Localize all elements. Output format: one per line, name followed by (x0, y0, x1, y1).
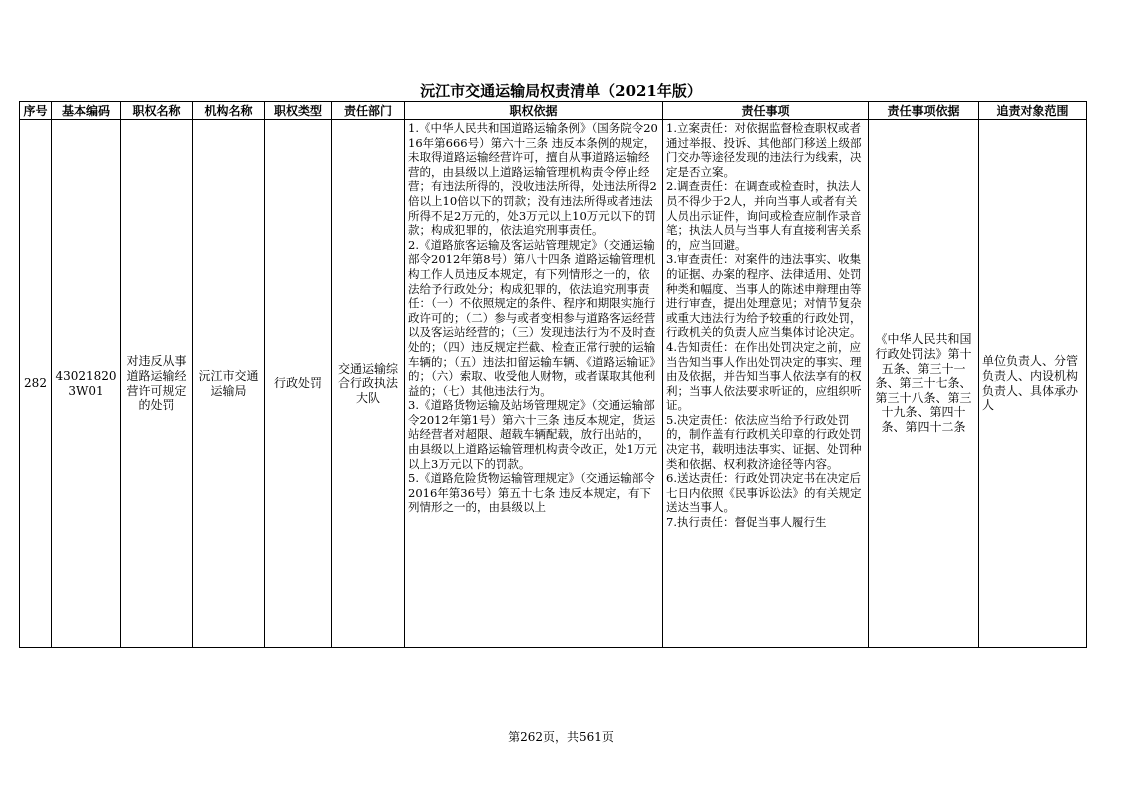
table-header-row (20, 102, 1087, 120)
duty-text (663, 120, 868, 647)
header-duty: 责任事项 (663, 102, 869, 120)
header-seq: 序号 (20, 102, 52, 120)
responsibility-table (19, 101, 1087, 648)
name-text: 对违反从事道路运输经营许可规定的处罚 (126, 354, 187, 413)
header-basis: 职权依据 (405, 102, 663, 120)
duty-item: 2.调查责任：在调查或检查时，执法人员不得少于2人，并向当事人或者有关人员出示证件，询问或检查应制作录音笔；执法人员与当事人有直接利害关系的，应当回避。 (666, 179, 862, 252)
header-org: 机构名称 (193, 102, 265, 120)
dept-text: 交通运输综合行政执法大队 (337, 361, 398, 405)
cell-dept (332, 120, 405, 648)
type-text: 行政处罚 (273, 376, 322, 391)
duty-item: 3.审查责任：对案件的违法事实、收集的证据、办案的程序、法律适用、处罚种类和幅度、当事人的陈述申辩理由等进行审查，提出处理意见；对情节复杂或重大违法行为给予较重的行政处罚，行政机关的负责人应当集体讨论决定。 (666, 252, 862, 340)
page-number: 第262页，共561页 (508, 730, 614, 744)
header-code: 基本编码 (52, 102, 121, 120)
header-dept: 责任部门 (332, 102, 405, 120)
scope-text: 单位负责人、分管负责人、内设机构负责人、具体承办人 (982, 354, 1079, 413)
cell-code (52, 120, 121, 648)
header-type: 职权类型 (265, 102, 332, 120)
basis-item: 2.《道路旅客运输及客运站管理规定》（交通运输部令2012年第8号）第八十四条 道路运输管理机构工作人员违反本规定，有下列情形之一的，依法给予行政处分；构成犯罪的，依法追究刑事责任：（一）不依照规定的条件、程序和期限实施行政许可的；（二）参与或者变相参与道路客运经营以及客运站经营的；（三）发现违法行为不及时查处的；（四）违反规定拦截、检查正常行驶的运输车辆的；（五）违法扣留运输车辆、《道路运输证》的；（六）索取、收受他人财物，或者谋取其他利益的；（七）其他违法行为。 (408, 237, 656, 398)
duty-basis-text: 《中华人民共和国行政处罚法》第十五条、第三十一条、第三十七条、第三十八条、第三十九条、第四十条、第四十二条 (875, 332, 972, 434)
duty-item: 4.告知责任：在作出处罚决定之前，应当告知当事人作出处罚决定的事实、理由及依据，并告知当事人依法享有的权利；当事人依法要求听证的，应组织听证。 (666, 339, 862, 413)
cell-type (265, 120, 332, 648)
table-row (20, 120, 1087, 648)
header-name: 职权名称 (121, 102, 193, 120)
basis-item: 1.《中华人民共和国道路运输条例》（国务院令2016年第666号）第六十三条 违反本条例的规定，未取得道路运输经营许可，擅自从事道路运输经营的，由县级以上道路运输管理机构责令停止经营；有违法所得的，没收违法所得，处违法所得2倍以上10倍以下的罚款；没有违法所得或者违法所得不足2万元的，处3万元以上10万元以下的罚款；构成犯罪的，依法追究刑事责任。 (408, 121, 658, 238)
code-text: 430218203W01 (55, 368, 117, 398)
header-scope: 追责对象范围 (979, 102, 1087, 120)
duty-item: 7.执行责任：督促当事人履行生 (666, 515, 827, 530)
cell-basis (405, 120, 663, 648)
org-text: 沅江市交通运输局 (198, 368, 259, 398)
page-title: 沅江市交通运输局权责清单（2021年版） (420, 82, 702, 100)
cell-duty-basis (869, 120, 979, 648)
basis-item: 5.《道路危险货物运输管理规定》（交通运输部令2016年第36号）第五十七条 违反本规定，有下列情形之一的，由县级以上 (408, 471, 655, 515)
duty-item: 6.送达责任：行政处罚决定书在决定后七日内依照《民事诉讼法》的有关规定送达当事人。 (666, 471, 862, 515)
cell-name (121, 120, 193, 648)
seq-text: 282 (24, 376, 47, 391)
duty-item: 5.决定责任：依法应当给予行政处罚的，制作盖有行政机关印章的行政处罚决定书，载明违法事实、证据、处罚种类和依据、权利救济途径等内容。 (666, 412, 862, 471)
duty-item: 1.立案责任：对依据监督检查职权或者通过举报、投诉、其他部门移送上级部门交办等途径发现的违法行为线索，决定是否立案。 (666, 121, 862, 179)
cell-duty (663, 120, 869, 648)
basis-text (405, 120, 662, 647)
basis-item: 3.《道路货物运输及站场管理规定》（交通运输部令2012年第1号）第六十三条 违反本规定，货运站经营者对超限、超载车辆配载，放行出站的，由县级以上道路运输管理机构责令改正，处1万元以上3万元以下的罚款。 (408, 398, 657, 471)
cell-org (193, 120, 265, 648)
cell-seq (20, 120, 52, 648)
cell-scope (979, 120, 1087, 648)
header-duty-basis: 责任事项依据 (869, 102, 979, 120)
